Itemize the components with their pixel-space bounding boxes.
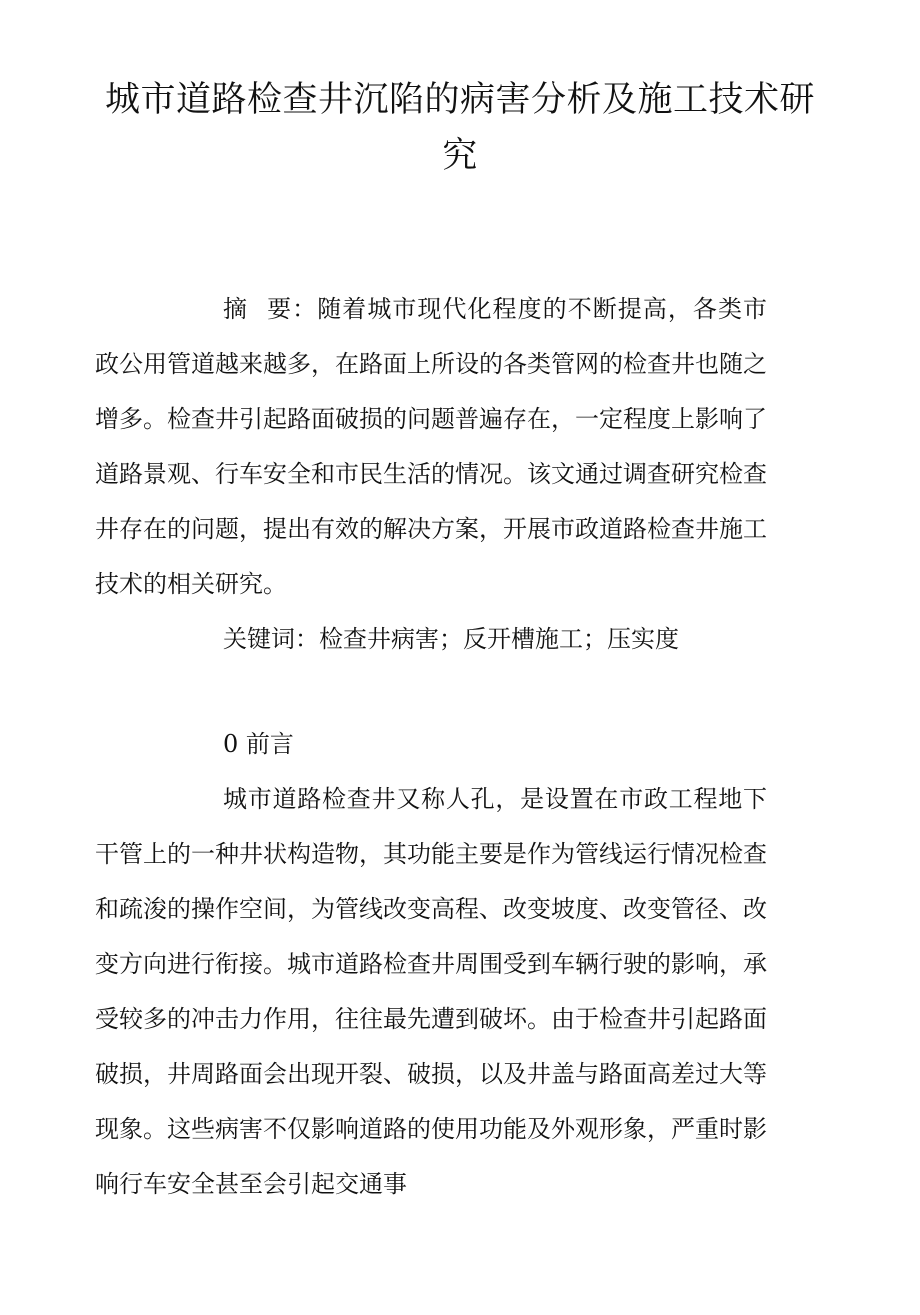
section-paragraph: 城市道路检查井又称人孔，是设置在市政工程地下干管上的一种井状构造物，其功能主要是作为管线运行情况检查和疏浚的操作空间，为管线改变高程、改变坡度、改变管径、改变方向进行衔接。城市道路检查井周围受到车辆行驶的影响，承受较多的冲击力作用，往往最先遭到破坏。由于检查井引起路面破损，井周路面会出现开裂、破损，以及井盖与路面高差过大等现象。这些病害不仅影响道路的使用功能及外观形象，严重时影响行车安全甚至会引起交通事	[95, 785, 767, 1198]
abstract-paragraph	[95, 282, 767, 612]
keywords-paragraph	[95, 612, 767, 667]
section-heading: 0 前言	[223, 730, 294, 758]
abstract-text: 随着城市现代化程度的不断提高，各类市政公用管道越来越多，在路面上所设的各类管网的检查井也随之增多。检查井引起路面破损的问题普遍存在，一定程度上影响了道路景观、行车安全和市民生活的情况。该文通过调查研究检查井存在的问题，提出有效的解决方案，开展市政道路检查井施工技术的相关研究。	[95, 295, 768, 598]
keywords-text: 检查井病害；反开槽施工；压实度	[319, 625, 679, 653]
abstract-label-part1: 摘	[223, 295, 249, 323]
document-body	[95, 282, 767, 1212]
document-title: 城市道路检查井沉陷的病害分析及施工技术研究	[104, 80, 815, 176]
keywords-label: 关键词：	[223, 625, 319, 653]
abstract-label-part2: 要：	[266, 295, 318, 323]
